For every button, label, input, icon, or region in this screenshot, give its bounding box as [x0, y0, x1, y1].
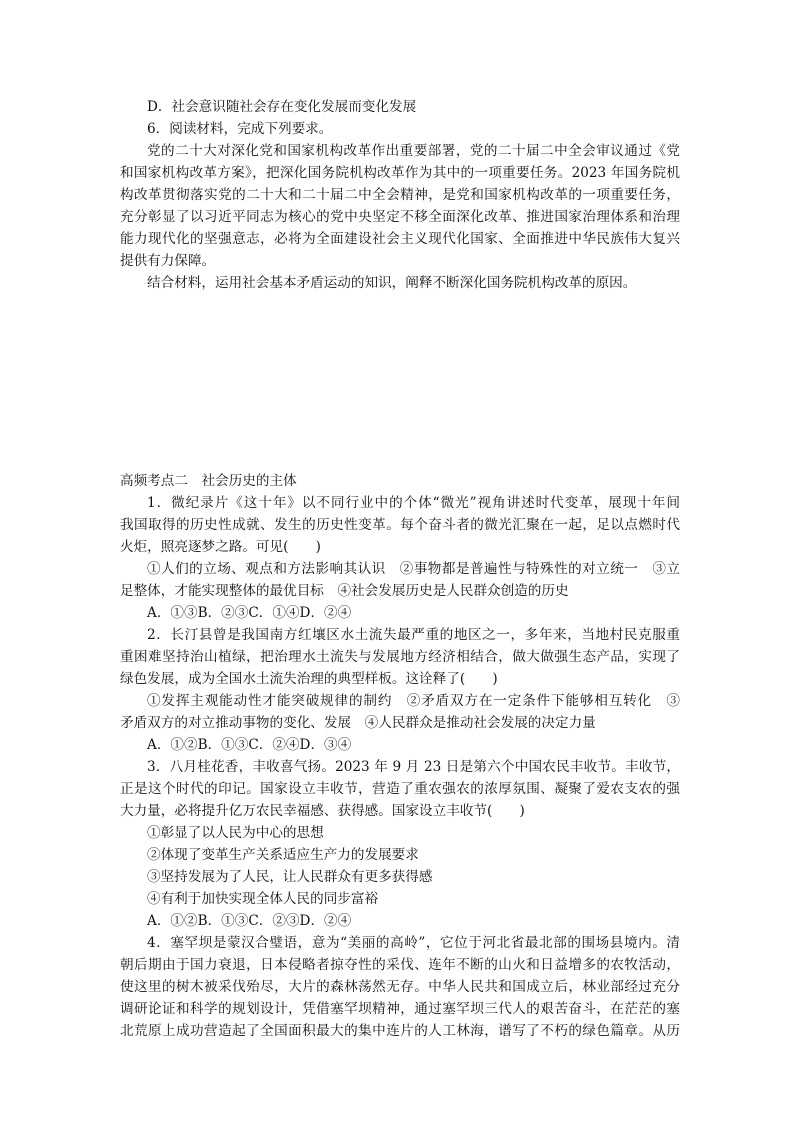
answer-options: A．①②B．①③C．②③D．②④ [147, 913, 352, 929]
question-6-task: 结合材料，运用社会基本矛盾运动的知识，阐释不断深化国务院机构改革的原因。 [147, 275, 637, 291]
question-line: 2．长汀县曾是我国南方红壤区水土流失最严重的地区之一，多年来，当地村民克服重 [147, 627, 680, 643]
statement-line: 足整体，才能实现整体的最优目标 ④社会发展历史是人民群众创造的历史 [120, 583, 569, 599]
material-paragraph-line: 和国家机构改革方案》，把深化国务院机构改革作为其中的一项重要任务。2023 年国务院机 [120, 165, 680, 181]
material-paragraph-line: 充分彰显了以习近平同志为核心的党中央坚定不移全面深化改革、推进国家治理体系和治理 [120, 209, 680, 225]
question-line: 正是这个时代的印记。国家设立丰收节，营造了重农强农的浓厚氛围、凝聚了爱农支农的强 [120, 781, 680, 797]
question-line: 1．微纪录片《这十年》以不同行业中的个体“微光”视角讲述时代变革，展现十年间 [147, 495, 680, 511]
question-line: 重困难坚持治山植绿，把治理水土流失与发展地方经济相结合，做大做强生态产品，实现了 [120, 649, 680, 665]
answer-options: A．①③B．②③C．①④D．②④ [147, 605, 352, 621]
question-line: 朝后期由于国力衰退，日本侵略者掠夺性的采伐、连年不断的山火和日益增多的农牧活动， [120, 957, 680, 973]
question-line: 大力量，必将提升亿万农民幸福感、获得感。国家设立丰收节( ) [120, 803, 525, 819]
material-paragraph-line: 党的二十大对深化党和国家机构改革作出重要部署，党的二十届二中全会审议通过《党 [147, 143, 680, 159]
material-paragraph-line: 能力现代化的坚强意志，必将为全面建设社会主义现代化国家、全面推进中华民族伟大复兴 [120, 231, 680, 247]
statement-line: ①人们的立场、观点和方法影响其认识 ②事物都是普遍性与特殊性的对立统一 ③立 [147, 561, 680, 577]
statement-line: ③坚持发展为了人民，让人民群众有更多获得感 [147, 869, 433, 885]
question-line: 4．塞罕坝是蒙汉合璧语，意为“美丽的高岭”，它位于河北省最北部的围场县境内。清 [147, 935, 680, 951]
statement-line: ①彰显了以人民为中心的思想 [147, 825, 324, 841]
material-paragraph-line: 构改革贯彻落实党的二十大和二十届二中全会精神，是党和国家机构改革的一项重要任务， [120, 187, 680, 203]
question-line: 调研论证和科学的规划设计，凭借塞罕坝精神，通过塞罕坝三代人的艰苦奋斗，在茫茫的塞 [120, 1001, 680, 1017]
material-paragraph-line: 提供有力保障。 [120, 253, 216, 269]
statement-line: ④有利于加快实现全体人民的同步富裕 [147, 891, 379, 907]
statement-line: 矛盾双方的对立推动事物的变化、发展 ④人民群众是推动社会发展的决定力量 [120, 715, 596, 731]
statement-line: ①发挥主观能动性才能突破规律的制约 ②矛盾双方在一定条件下能够相互转化 ③ [147, 693, 680, 709]
question-6-heading: 6．阅读材料，完成下列要求。 [147, 121, 333, 137]
statement-line: ②体现了变革生产关系适应生产力的发展要求 [147, 847, 419, 863]
question-line: 北荒原上成功营造起了全国面积最大的集中连片的人工林海，谱写了不朽的绿色篇章。从历 [120, 1023, 680, 1039]
question-line: 火炬，照亮逐梦之路。可见( ) [120, 539, 321, 555]
answer-options: A．①②B．①③C．②④D．③④ [147, 737, 352, 753]
question-line: 3．八月桂花香，丰收喜气扬。2023 年 9 月 23 日是第六个中国农民丰收节。丰收节， [147, 759, 680, 775]
question-line: 我国取得的历史性成就、发生的历史性变革。每个奋斗者的微光汇聚在一起，足以点燃时代 [120, 517, 680, 533]
option-d-text: D．社会意识随社会存在变化发展而变化发展 [147, 99, 417, 115]
section-title: 高频考点二 社会历史的主体 [120, 473, 297, 489]
question-line: 绿色发展，成为全国水土流失治理的典型样板。这诠释了( ) [120, 671, 498, 687]
question-line: 使这里的树木被采伐殆尽，大片的森林荡然无存。中华人民共和国成立后，林业部经过充分 [120, 979, 680, 995]
